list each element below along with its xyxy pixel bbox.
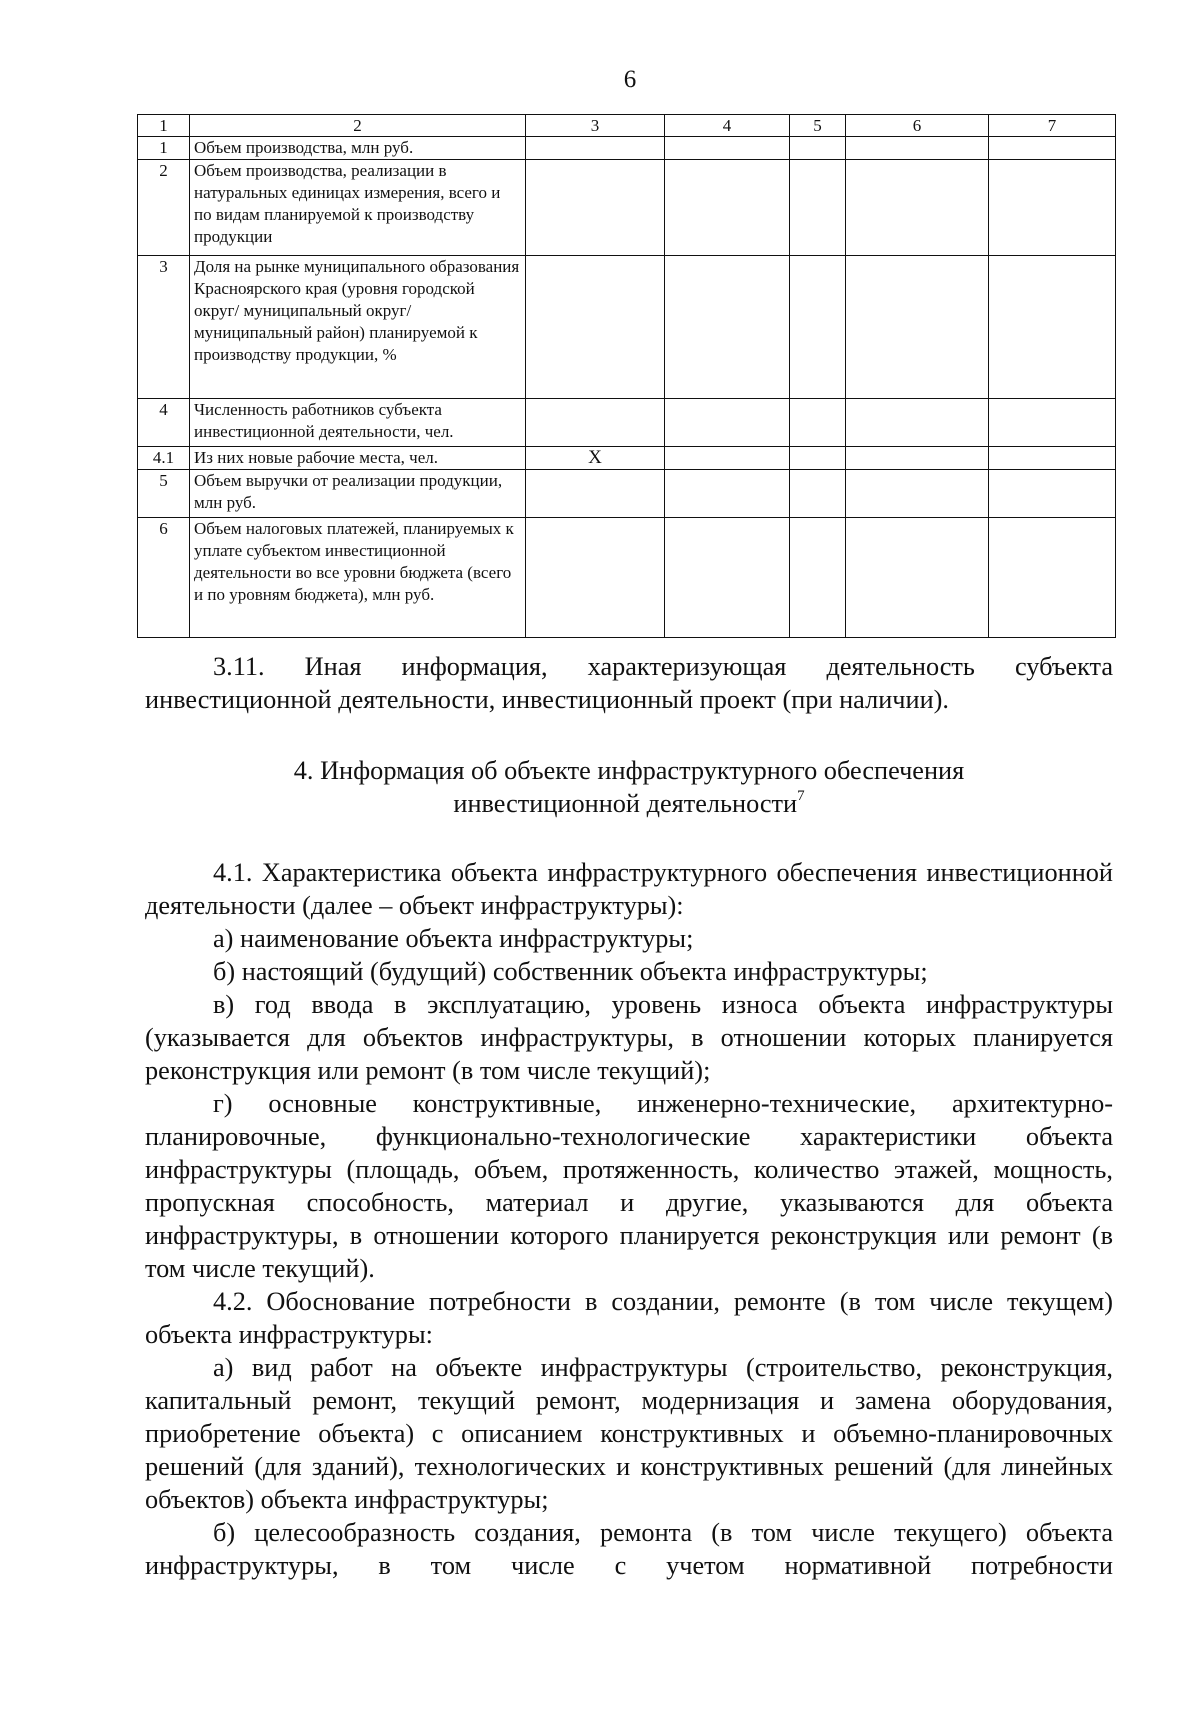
value-cell (989, 399, 1116, 447)
row-number: 2 (138, 160, 190, 256)
paragraph-4-1: 4.1. Характеристика объекта инфраструктурного обеспечения инвестиционной деятельности (далее – объект инфраструктуры): (145, 858, 1113, 920)
value-cell (665, 160, 790, 256)
value-cell (989, 256, 1116, 399)
paragraph-4-1-g: г) основные конструктивные, инженерно-технические, архитектурно-планировочные, функционально-технологические характеристики объекта инфраструктуры (площадь, объем, протяженность, количество этажей, мощность, пропускная способность, материал и другие, указываются для объекта инфраструктуры, в отношении которого планируется реконструкция или ремонт (в том числе текущий). (145, 1089, 1113, 1283)
table-row (138, 470, 1116, 518)
value-cell (846, 399, 989, 447)
row-number: 6 (138, 518, 190, 638)
value-cell (526, 160, 665, 256)
row-number: 1 (138, 137, 190, 160)
value-cell (989, 518, 1116, 638)
value-cell (665, 470, 790, 518)
table-row (138, 447, 1116, 470)
paragraph-3-11: 3.11. Иная информация, характеризующая деятельность субъекта инвестиционной деятельности, инвестиционный проект (при наличии). (145, 652, 1113, 714)
column-number-2: 2 (190, 115, 526, 137)
value-cell (526, 399, 665, 447)
section-4-heading (145, 754, 1113, 820)
paragraph-4-2-b: б) целесообразность создания, ремонта (в том числе текущего) объекта инфраструктуры, в том числе с учетом нормативной потребности (145, 1518, 1113, 1580)
value-cell (989, 160, 1116, 256)
column-number-6: 6 (846, 115, 989, 137)
column-number-1: 1 (138, 115, 190, 137)
value-cell (665, 399, 790, 447)
value-cell (790, 160, 846, 256)
column-number-3: 3 (526, 115, 665, 137)
value-cell-x-mark: X (526, 447, 665, 470)
table-header-row (138, 115, 1116, 137)
paragraph-4-1-b: б) настоящий (будущий) собственник объекта инфраструктуры; (213, 957, 928, 986)
value-cell (989, 447, 1116, 470)
paragraph-4-2-a: а) вид работ на объекте инфраструктуры (строительство, реконструкция, капитальный ремонт, текущий ремонт, модернизация и замена оборудования, приобретение объекта) с описанием конструктивных и объемно-планировочных решений (для зданий), технологических и конструктивных решений (для линейных объектов) объекта инфраструктуры; (145, 1353, 1113, 1514)
indicator-name: Объем производства, млн руб. (190, 137, 526, 160)
value-cell (846, 256, 989, 399)
indicator-name: Доля на рынке муниципального образования Красноярского края (уровня городской округ/ муниципальный округ/ муниципальный район) планируемой к производству продукции, % (190, 256, 526, 399)
value-cell (790, 256, 846, 399)
indicator-name: Численность работников субъекта инвестиционной деятельности, чел. (190, 399, 526, 447)
indicators-table (137, 114, 1116, 638)
value-cell (989, 470, 1116, 518)
document-body (145, 650, 1113, 1582)
value-cell (665, 447, 790, 470)
paragraph-4-1-v: в) год ввода в эксплуатацию, уровень износа объекта инфраструктуры (указывается для объектов инфраструктуры, в отношении которых планируется реконструкция или ремонт (в том числе текущий); (145, 990, 1113, 1085)
value-cell (846, 447, 989, 470)
value-cell (846, 470, 989, 518)
row-number: 4.1 (138, 447, 190, 470)
indicator-name: Из них новые рабочие места, чел. (190, 447, 526, 470)
value-cell (526, 518, 665, 638)
table-row (138, 160, 1116, 256)
value-cell (526, 137, 665, 160)
page-number: 6 (623, 66, 637, 93)
indicator-name: Объем налоговых платежей, планируемых к уплате субъектом инвестиционной деятельности во все уровни бюджета (всего и по уровням бюджета), млн руб. (190, 518, 526, 638)
table-row (138, 137, 1116, 160)
value-cell (665, 256, 790, 399)
value-cell (790, 518, 846, 638)
value-cell (846, 160, 989, 256)
section-4-heading-line2: инвестиционной деятельности (453, 789, 798, 818)
column-number-7: 7 (989, 115, 1116, 137)
table-row (138, 256, 1116, 399)
paragraph-4-2: 4.2. Обоснование потребности в создании, ремонте (в том числе текущем) объекта инфраструктуры: (145, 1287, 1113, 1349)
column-number-4: 4 (665, 115, 790, 137)
value-cell (526, 256, 665, 399)
paragraph-4-1-a: а) наименование объекта инфраструктуры; (213, 924, 694, 953)
value-cell (790, 470, 846, 518)
value-cell (665, 137, 790, 160)
indicator-name: Объем выручки от реализации продукции, млн руб. (190, 470, 526, 518)
table-row (138, 399, 1116, 447)
value-cell (790, 447, 846, 470)
column-number-5: 5 (790, 115, 846, 137)
table-row (138, 518, 1116, 638)
value-cell (526, 470, 665, 518)
footnote-marker: 7 (797, 788, 805, 804)
row-number: 3 (138, 256, 190, 399)
row-number: 5 (138, 470, 190, 518)
value-cell (790, 137, 846, 160)
value-cell (665, 518, 790, 638)
value-cell (846, 137, 989, 160)
value-cell (846, 518, 989, 638)
value-cell (989, 137, 1116, 160)
value-cell (790, 399, 846, 447)
indicator-name: Объем производства, реализации в натуральных единицах измерения, всего и по видам планируемой к производству продукции (190, 160, 526, 256)
section-4-heading-line1: 4. Информация об объекте инфраструктурного обеспечения (293, 756, 965, 785)
row-number: 4 (138, 399, 190, 447)
